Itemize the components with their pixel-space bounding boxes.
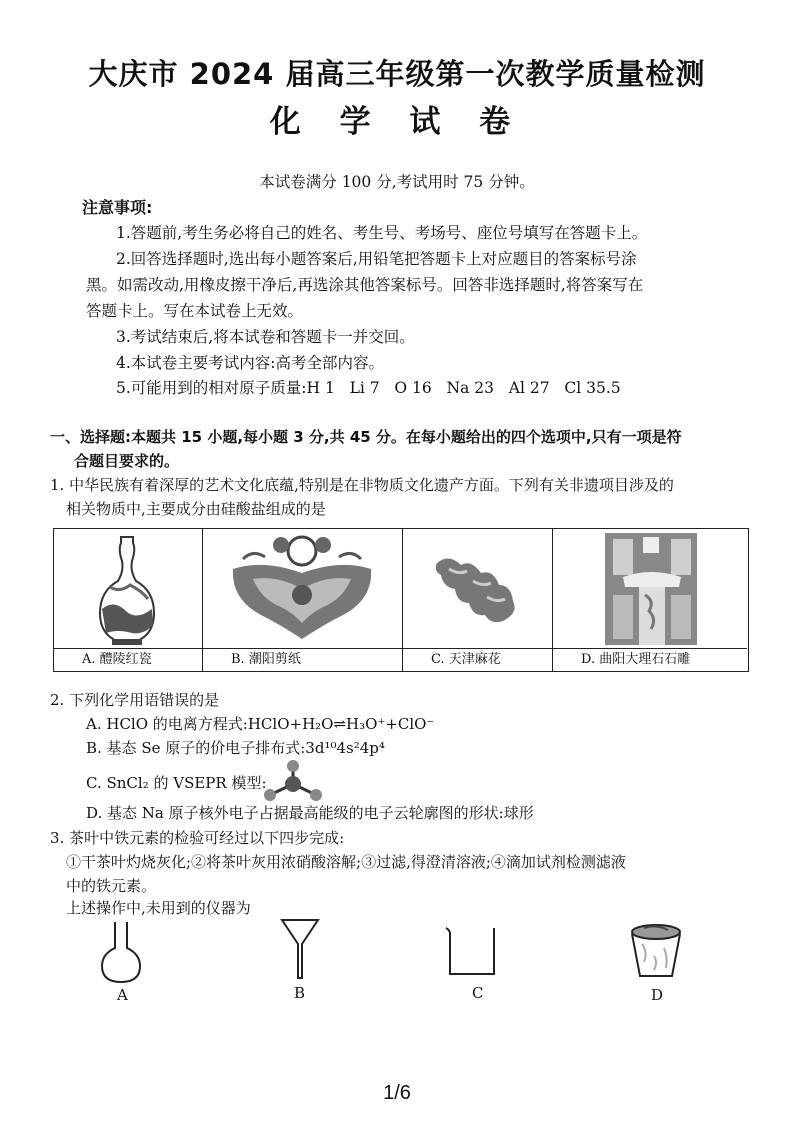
papercut-image <box>203 529 401 649</box>
mahua-image <box>403 529 551 649</box>
crucible-icon <box>628 922 684 982</box>
exam-title: 大庆市 2024 届高三年级第一次教学质量检测 <box>88 57 706 91</box>
exam-info: 本试卷满分 100 分,考试用时 75 分钟。 <box>259 173 535 191</box>
q3-stem-line3: 中的铁元素。 <box>66 877 157 895</box>
note-line-6: 4.本试卷主要考试内容:高考全部内容。 <box>116 354 385 372</box>
note-line-7: 5.可能用到的相对原子质量:H 1 Li 7 O 16 Na 23 Al 27 Cl 35.5 <box>116 379 621 397</box>
q2-stem: 2. 下列化学用语错误的是 <box>50 691 220 709</box>
note-line-3: 黑。如需改动,用橡皮擦干净后,再选涂其他答案标号。回答非选择题时,将答案写在 <box>86 276 644 294</box>
note-line-4: 答题卡上。写在本试卷上无效。 <box>86 302 304 320</box>
round-bottom-flask-icon <box>96 920 146 984</box>
q1-stem-line1: 1. 中华民族有着深厚的艺术文化底蕴,特别是在非物质文化遗产方面。下列有关非遗项目涉及的 <box>50 476 674 494</box>
page-number: 1/6 <box>383 1082 411 1104</box>
section-heading-cont: 合题目要求的。 <box>74 452 180 470</box>
q1-option-c-cell <box>403 529 553 671</box>
q3-stem-line2: ①干茶叶灼烧灰化;②将茶叶灰用浓硝酸溶解;③过滤,得澄清溶液;④滴加试剂检测滤液 <box>66 853 626 871</box>
section-heading: 一、选择题:本题共 15 小题,每小题 3 分,共 45 分。在每小题给出的四个选项中,只有一项是符 <box>50 428 682 446</box>
q2-option-b: B. 基态 Se 原子的价电子排布式:3d¹⁰4s²4p⁴ <box>86 739 385 757</box>
apparatus-b-label: B <box>294 984 306 1002</box>
subject-title: 化 学 试 卷 <box>269 104 525 140</box>
q1-option-b-cell <box>203 529 403 671</box>
q1-option-d-label: D. 曲阳大理石石雕 <box>553 648 747 671</box>
q1-stem-line2: 相关物质中,主要成分由硅酸盐组成的是 <box>66 500 326 518</box>
note-line-2: 2.回答选择题时,选出每小题答案后,用铅笔把答题卡上对应题目的答案标号涂 <box>116 250 637 268</box>
q2-option-a: A. HClO 的电离方程式:HClO+H₂O⇌H₃O⁺+ClO⁻ <box>86 715 435 733</box>
q1-image-table <box>53 528 749 672</box>
note-line-1: 1.答题前,考生务必将自己的姓名、考生号、考场号、座位号填写在答题卡上。 <box>116 224 648 242</box>
q1-option-a-cell <box>54 529 203 671</box>
vsepr-model-icon <box>260 758 326 804</box>
q1-option-d-cell <box>553 529 747 671</box>
apparatus-a-label: A <box>117 986 128 1004</box>
q1-option-c-label: C. 天津麻花 <box>403 648 552 671</box>
beaker-icon <box>444 926 500 978</box>
q1-option-a-label: A. 醴陵红瓷 <box>54 648 202 671</box>
q2-option-d: D. 基态 Na 原子核外电子占据最高能级的电子云轮廓图的形状:球形 <box>86 804 534 822</box>
q2-option-c: C. SnCl₂ 的 VSEPR 模型: <box>86 774 267 792</box>
vase-image <box>54 529 201 649</box>
note-line-5: 3.考试结束后,将本试卷和答题卡一并交回。 <box>116 328 415 346</box>
apparatus-c-label: C <box>472 984 484 1002</box>
notes-heading: 注意事项: <box>82 198 153 217</box>
q3-stem-line4: 上述操作中,未用到的仪器为 <box>66 899 251 917</box>
q1-option-b-label: B. 潮阳剪纸 <box>203 648 402 671</box>
apparatus-d-label: D <box>651 986 664 1004</box>
funnel-icon <box>280 916 320 980</box>
marble-carving-image <box>553 529 745 649</box>
q3-stem-line1: 3. 茶叶中铁元素的检验可经过以下四步完成: <box>50 829 345 847</box>
